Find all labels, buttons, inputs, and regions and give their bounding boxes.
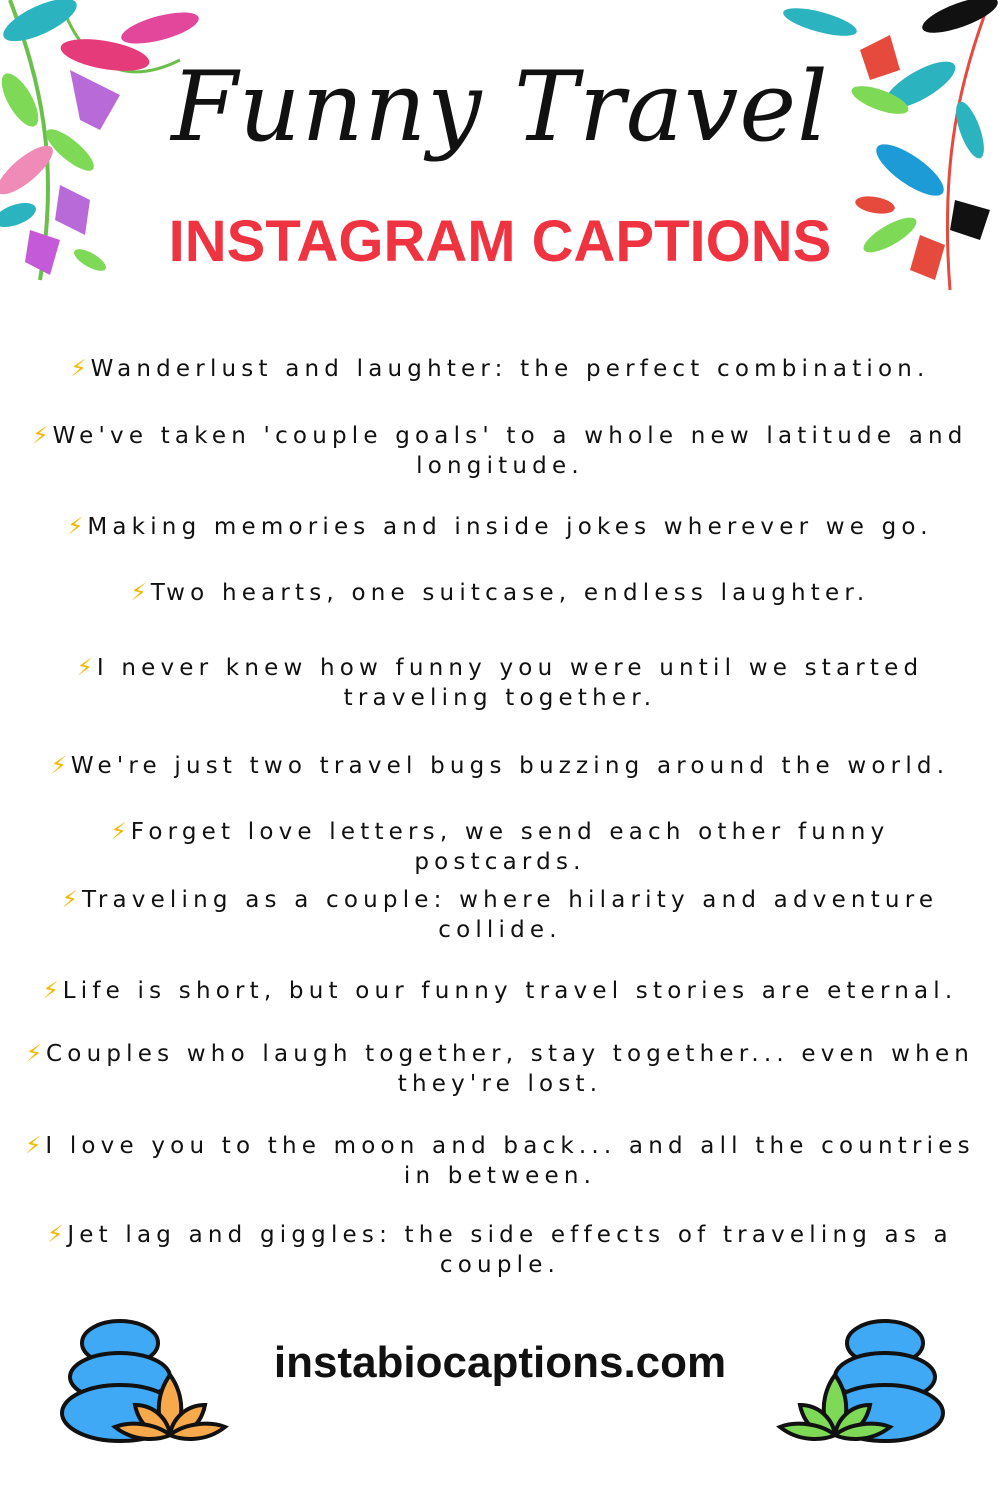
caption-item: ⚡ We're just two travel bugs buzzing around the world. xyxy=(50,753,950,779)
caption-item: ⚡ Traveling as a couple: where hilarity and adventure collide. xyxy=(61,887,939,943)
caption-item: ⚡ I never knew how funny you were until we started traveling together. xyxy=(76,655,924,711)
lightning-bolt-icon: ⚡ xyxy=(42,978,59,1004)
caption-item: ⚡ Jet lag and giggles: the side effects of traveling as a couple. xyxy=(47,1222,953,1278)
lightning-bolt-icon: ⚡ xyxy=(110,819,127,845)
lightning-bolt-icon: ⚡ xyxy=(67,514,84,540)
lightning-bolt-icon: ⚡ xyxy=(25,1041,43,1067)
lightning-bolt-icon: ⚡ xyxy=(70,356,87,382)
lightning-bolt-icon: ⚡ xyxy=(76,655,93,681)
caption-item: ⚡ I love you to the moon and back... and all the countries in between. xyxy=(25,1133,975,1189)
lightning-bolt-icon: ⚡ xyxy=(32,423,49,449)
caption-item: ⚡ We've taken 'couple goals' to a whole new latitude and longitude. xyxy=(32,423,968,479)
caption-item: ⚡ Life is short, but our funny travel stories are eternal. xyxy=(42,978,958,1004)
page-subtitle: INSTAGRAM CAPTIONS xyxy=(168,209,832,274)
caption-item: ⚡ Forget love letters, we send each other funny postcards. xyxy=(110,819,890,875)
caption-item: ⚡ Couples who laugh together, stay together... even when they're lost. xyxy=(25,1041,975,1097)
caption-item: ⚡ Two hearts, one suitcase, endless laughter. xyxy=(130,580,870,606)
page-title: Funny Travel xyxy=(171,51,829,163)
lightning-bolt-icon: ⚡ xyxy=(25,1133,42,1159)
caption-item: ⚡ Making memories and inside jokes wherever we go. xyxy=(67,514,933,540)
stones-lotus-icon-right xyxy=(770,1315,950,1455)
lightning-bolt-icon: ⚡ xyxy=(50,753,67,779)
lightning-bolt-icon: ⚡ xyxy=(47,1222,64,1248)
caption-item: ⚡ Wanderlust and laughter: the perfect combination. xyxy=(70,356,930,382)
lightning-bolt-icon: ⚡ xyxy=(61,887,78,913)
lightning-bolt-icon: ⚡ xyxy=(130,580,147,606)
website-url: instabiocaptions.com xyxy=(273,1338,727,1387)
